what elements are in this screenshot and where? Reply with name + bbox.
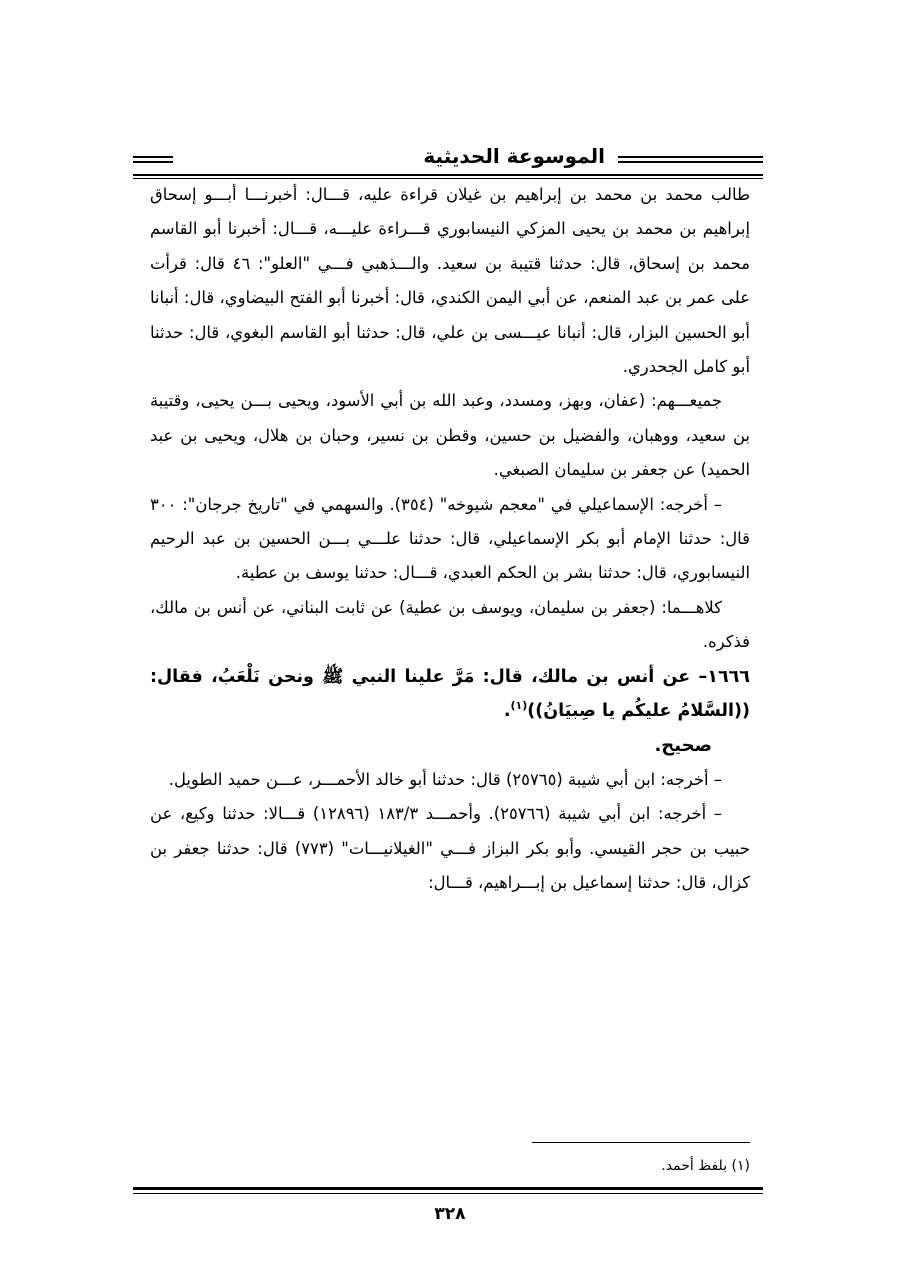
hadith-text: ١٦٦٦– عن أنس بن مالك، قال: مَرَّ علينا النبي ﷺ ونحن نَلْعَبُ، فقال: ((السَّلامُ عليكُم يا صِبيَانُ)) xyxy=(150,666,750,722)
hadith-end: . xyxy=(503,701,511,722)
page-header xyxy=(133,140,763,180)
paragraph-isnad-3: كلاهـــما: (جعفر بن سليمان، ويوسف بن عطية) عن ثابت البناني، عن أنس بن مالك، فذكره. xyxy=(150,597,750,652)
paragraph-takhrij-1: – أخرجه: الإسماعيلي في "معجم شيوخه" (٣٥٤). والسهمي في "تاريخ جرجان": ٣٠٠ قال: حدثنا الإمام أبو بكر الإسماعيلي، قال: حدثنا علـــي بـــن الحسين بن عبد الرحيم النيسابوري، قال: حدثنا بشر بن الحكم العبدي، قـــال: حدثنا يوسف بن عطية. xyxy=(150,494,750,583)
header-rule-right xyxy=(618,156,763,163)
header-title: الموسوعة الحديثية xyxy=(413,144,615,168)
header-rule-left xyxy=(133,156,173,163)
page-number: ٣٢٨ xyxy=(434,1204,466,1224)
paragraph-isnad-1: طالب محمد بن محمد بن إبراهيم بن غيلان قراءة عليه، قـــال: أخبرنـــا أبـــو إسحاق إبراهيم بن محمد بن يحيى المزكي النيسابوري قـــراءة عليـــه، قـــال: أخبرنا أبو القاسم محمد بن إسحاق، قال: حدثنا قتيبة بن سعيد. والـــذهبي فـــي "العلو": ٤٦ قال: قرأت على عمر بن عبد المنعم، عن أبي اليمن الكندي، قال: أخبرنا أبو الفتح البيضاوي، قال: أنبانا أبو الحسين البزار، قال: أنبانا عيـــسى بن علي، قال: حدثنا أبو القاسم البغوي، قال: حدثنا أبو كامل الجحدري. xyxy=(150,185,750,377)
paragraph-takhrij-2: – أخرجه: ابن أبي شيبة (٢٥٧٦٥) قال: حدثنا أبو خالد الأحمـــر، عـــن حميد الطويل. xyxy=(168,769,722,789)
footnote-rule xyxy=(532,1142,750,1143)
paragraph-hadith xyxy=(150,660,750,729)
paragraph-grade: صحيح. xyxy=(654,734,712,756)
footnote-marker: (١) xyxy=(510,699,528,713)
body-text xyxy=(150,178,750,901)
paragraph-takhrij-3: – أخرجه: ابن أبي شيبة (٢٥٧٦٦). وأحمـــد ١٨٣/٣ (١٢٨٩٦) قـــالا: حدثنا وكيع، عن حبيب بن حجر القيسي. وأبو بكر البزاز فـــي "الغيلانيـــات" (٧٧٣) قال: حدثنا جعفر بن كزال، قال: حدثنا إسماعيل بن إبـــراهيم، قـــال: xyxy=(150,804,750,893)
footnote: (١) بلفظ أحمد. xyxy=(661,1158,750,1174)
bottom-rule xyxy=(133,1187,763,1194)
paragraph-isnad-2: جميعـــهم: (عفان، وبهز، ومسدد، وعبد الله بن أبي الأسود، ويحيى بـــن يحيى، وقتيبة بن سعيد، ووهبان، والفضيل بن حسين، وقطن بن نسير، وحبان بن هلال، ويحيى بن عبد الحميد) عن جعفر بن سليمان الصبغي. xyxy=(150,391,750,480)
